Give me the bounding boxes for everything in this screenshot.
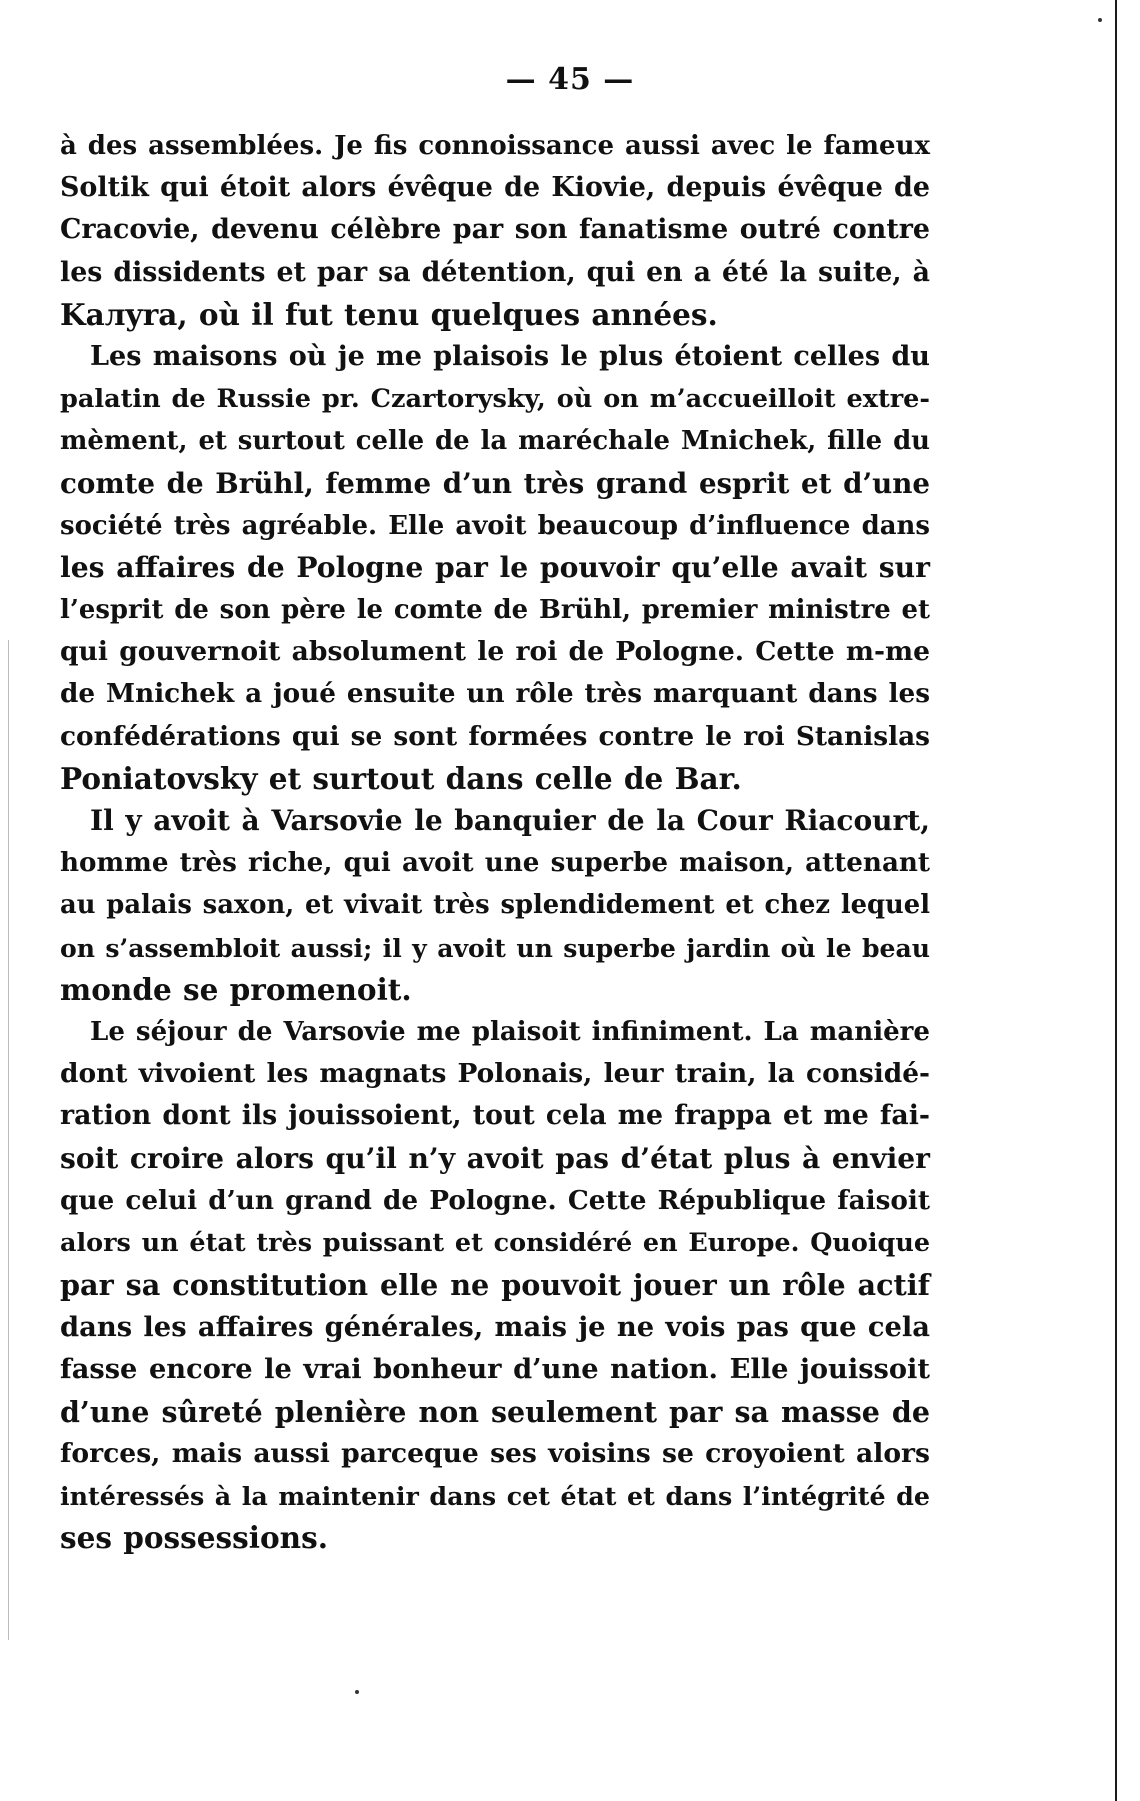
text-line: au palais saxon, et vivait très splendidement et chez lequel bbox=[60, 890, 930, 921]
text-line: Soltik qui étoit alors évêque de Kiovie, depuis évêque de bbox=[60, 172, 930, 204]
text-line: par sa constitution elle ne pouvoit jouer un rôle actif bbox=[60, 1268, 930, 1303]
text-line: intéressés à la maintenir dans cet état et dans l’intégrité de bbox=[60, 1481, 930, 1511]
text-line: comte de Brühl, femme d’un très grand esprit et d’une bbox=[60, 466, 930, 500]
text-line: que celui d’un grand de Pologne. Cette République faisoit bbox=[60, 1184, 930, 1216]
text-line: Poniatovsky et surtout dans celle de Bar. bbox=[60, 760, 742, 796]
text-line: homme très riche, qui avoit une superbe maison, attenant bbox=[60, 847, 930, 879]
text-line: les dissidents et par sa détention, qui en a été la suite, à bbox=[60, 256, 930, 288]
text-line: dans les affaires générales, mais je ne vois pas que cela bbox=[60, 1311, 930, 1344]
page-number: — 45 — bbox=[505, 62, 635, 97]
speck-mark bbox=[1098, 18, 1102, 22]
text-line: alors un état très puissant et considéré en Europe. Quoique bbox=[60, 1227, 930, 1258]
text-line: ration dont ils jouissoient, tout cela me frappa et me fai- bbox=[60, 1100, 930, 1132]
text-line: soit croire alors qu’il n’y avoit pas d’état plus à envier bbox=[60, 1141, 930, 1175]
page-left-edge-mark bbox=[8, 640, 9, 1640]
body-text bbox=[60, 125, 930, 1559]
text-line: l’esprit de son père le comte de Brühl, premier ministre et bbox=[60, 595, 930, 626]
text-line: palatin de Russie pr. Czartorysky, où on m’accueilloit extre- bbox=[60, 384, 930, 415]
text-line: on s’assembloit aussi; il y avoit un superbe jardin où le beau bbox=[60, 932, 930, 963]
text-line: d’une sûreté plenière non seulement par sa masse de bbox=[60, 1394, 930, 1429]
text-line: les affaires de Pologne par le pouvoir qu’elle avait sur bbox=[60, 550, 930, 584]
text-line: Cracovie, devenu célèbre par son fanatisme outré contre bbox=[60, 214, 930, 246]
text-line: fasse encore le vrai bonheur d’une nation. Elle jouissoit bbox=[60, 1353, 930, 1386]
text-line: confédérations qui se sont formées contre le roi Stanislas bbox=[60, 720, 930, 752]
text-line: de Mnichek a joué ensuite un rôle très marquant dans les bbox=[60, 678, 930, 710]
text-line: monde se promenoit. bbox=[60, 971, 412, 1007]
text-line: ses possessions. bbox=[60, 1520, 328, 1556]
speck-mark bbox=[355, 1690, 359, 1694]
text-line: qui gouvernoit absolument le roi de Pologne. Cette m-me bbox=[60, 636, 930, 668]
text-line: à des assemblées. Je fis connoissance aussi avec le fameux bbox=[60, 131, 930, 161]
text-line: mèment, et surtout celle de la maréchale Mnichek, fille du bbox=[60, 426, 930, 457]
text-line: société très agréable. Elle avoit beaucoup d’influence dans bbox=[60, 510, 930, 541]
text-line: Le séjour de Varsovie me plaisoit infiniment. La manière bbox=[90, 1016, 930, 1047]
page-edge-line bbox=[1115, 0, 1117, 1801]
text-line: Il y avoit à Varsovie le banquier de la Cour Riacourt, bbox=[90, 804, 930, 837]
text-line: forces, mais aussi parceque ses voisins se croyoient alors bbox=[60, 1437, 930, 1469]
text-line: Kaлyra, où il fut tenu quelques années. bbox=[60, 296, 718, 332]
text-line: dont vivoient les magnats Polonais, leur train, la considé- bbox=[60, 1058, 930, 1090]
text-line: Les maisons où je me plaisois le plus étoient celles du bbox=[90, 340, 930, 372]
